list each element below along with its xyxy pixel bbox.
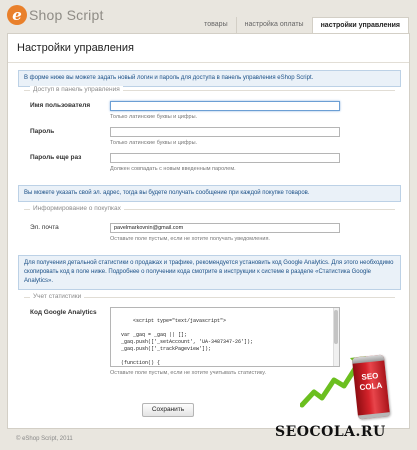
password-repeat-hint: Должен совпадать с новым введенным паролем. xyxy=(110,166,236,172)
password-label: Пароль xyxy=(30,128,55,135)
username-label: Имя пользователя xyxy=(30,102,91,109)
access-legend: Доступ в панель управления xyxy=(30,86,123,93)
tab-payment-settings[interactable]: настройка оплаты xyxy=(236,17,312,33)
email-input[interactable] xyxy=(110,223,340,233)
can-label-line1: SEO xyxy=(361,371,379,382)
ga-code-label: Код Google Analytics xyxy=(30,309,97,316)
notify-fieldset xyxy=(24,205,395,249)
save-button[interactable]: Сохранить xyxy=(142,403,194,417)
access-fieldset xyxy=(24,86,395,178)
ga-code-text: <script type="text/javascript"> var _gaq = _gaq || []; _gaq.push(['_setAccount', 'UA-3487347-26']); _gaq.push(['_trackPageview']); (function() { xyxy=(121,318,254,366)
info-box-access: В форме ниже вы можете задать новый логин и пароль для доступа в панель управления eShop Script. xyxy=(18,70,401,87)
footer-copyright: © eShop Script, 2011 xyxy=(16,436,73,442)
password-repeat-label: Пароль еще раз xyxy=(30,154,82,161)
logo-text: Shop Script xyxy=(29,7,104,23)
info-box-analytics: Для получения детальной статистики о продажах и трафике, рекомендуется установить код Google Analytics. Для этого необходимо скопировать код в поле ниже. Подробнее о получении кода смотрите в инструкции к системе в разделе «Статистика Google Analytics». xyxy=(18,255,401,290)
divider xyxy=(8,62,409,63)
soda-can-logo xyxy=(352,354,390,419)
stats-legend: Учет статистики xyxy=(30,293,84,300)
logo[interactable] xyxy=(7,4,104,26)
username-hint: Только латинские буквы и цифры. xyxy=(110,114,198,120)
username-input[interactable] xyxy=(110,101,340,111)
tab-bar xyxy=(196,17,409,33)
password-repeat-input[interactable] xyxy=(110,153,340,163)
page-title: Настройки управления xyxy=(17,42,134,54)
watermark-text: SEOCOLA.RU xyxy=(275,424,386,440)
email-hint: Оставьте поле пустым, если не хотите получать уведомления. xyxy=(110,236,270,242)
can-label-line2: COLA xyxy=(359,380,383,393)
ga-code-hint: Оставьте поле пустым, если не хотите учитывать статистику. xyxy=(110,370,267,376)
email-label: Эл. почта xyxy=(30,224,59,231)
tab-products[interactable]: товары xyxy=(204,21,228,28)
password-input[interactable] xyxy=(110,127,340,137)
header xyxy=(0,0,417,33)
logo-icon: e xyxy=(7,5,27,25)
scrollbar-thumb[interactable] xyxy=(334,310,338,344)
info-box-email: Вы можете указать свой эл. адрес, тогда вы будете получать сообщение при каждой покупке товаров. xyxy=(18,185,401,202)
password-hint: Только латинские буквы и цифры. xyxy=(110,140,198,146)
notify-legend: Информирование о покупках xyxy=(30,205,124,212)
tab-admin-settings[interactable]: настройки управления xyxy=(312,17,409,33)
